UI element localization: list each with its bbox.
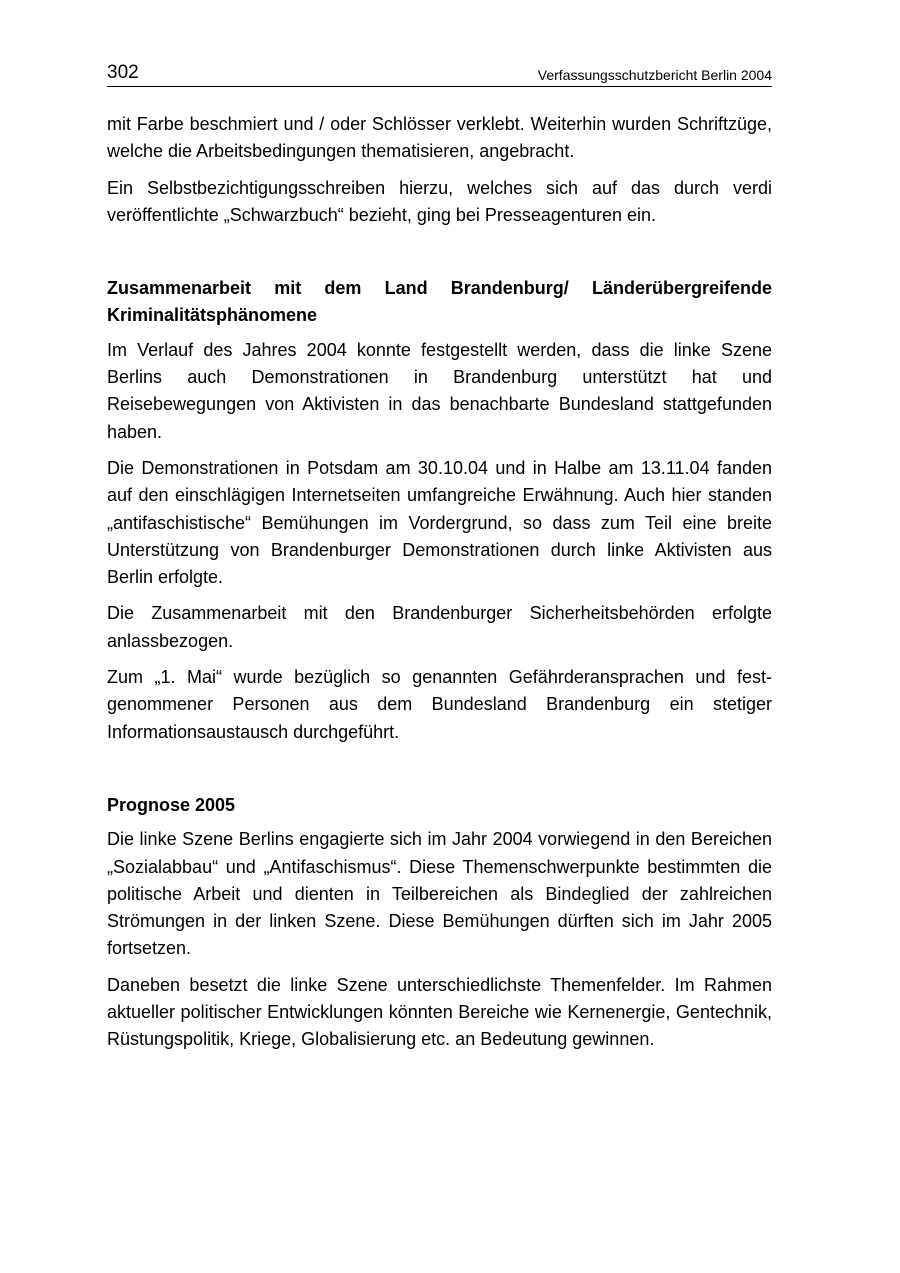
section-heading: Zusammenarbeit mit dem Land Brandenburg/ Länderübergreifende Kriminalitätsphänomene [107,278,772,326]
section-heading: Prognose 2005 [107,794,236,815]
paragraph: Daneben besetzt die linke Szene unterschiedlichste Themenfelder. Im Rahmen aktueller politischer Entwicklungen könnten Bereiche wie Kernenergie, Gentechnik, Rüstungspolitik, Kriege, Globalisierung etc. an Bedeutung gewinnen. [107,974,772,1050]
paragraph: mit Farbe beschmiert und / oder Schlösser verklebt. Weiterhin wurden Schriftzüge, welche die Arbeitsbedingungen thematisieren, angebracht. [107,114,772,162]
paragraph: Die Demonstrationen in Potsdam am 30.10.04 und in Halbe am 13.11.04 fanden auf den einschlägigen Internetseiten umfangreiche Erwähnung. Auch hier standen „antifaschistische“ Bemühungen im Vordergrund, so dass zum Teil eine breite Unterstützung von Brandenburger Demonstrationen durch linke Aktivisten aus Berlin erfolgte. [107,457,772,588]
paragraph: Ein Selbstbezichtigungsschreiben hierzu, welches sich auf das durch verdi veröffentlichte „Schwarzbuch“ bezieht, ging bei Presseagenturen ein. [107,177,772,225]
header-title: Verfassungsschutzbericht Berlin 2004 [537,67,772,83]
running-header [107,58,772,87]
document-body [107,111,772,1054]
section-prognose [107,792,772,1054]
paragraph: Die linke Szene Berlins engagierte sich im Jahr 2004 vorwiegend in den Bereichen „Sozialabbau“ und „Antifaschismus“. Diese Themenschwerpunkte bestimmten die politische Arbeit und dienten in Teilbereichen als Bindeglied der zahlreichen Strömungen in der linken Szene. Diese Bemühungen dürften sich im Jahr 2005 fortsetzen. [107,829,772,959]
paragraph: Im Verlauf des Jahres 2004 konnte festgestellt werden, dass die linke Szene Berlins auch Demonstrationen in Brandenburg unterstützt hat und Reisebewegungen von Aktivisten in das benachbarte Bundesland stattgefunden haben. [107,339,772,442]
page-number: 302 [107,62,139,83]
paragraph: Zum „1. Mai“ wurde bezüglich so genannten Gefährderansprachen und festgenommener Personen aus dem Bundesland Brandenburg ein stetiger Informationsaustausch durchgeführt. [107,667,772,742]
section-brandenburg [107,275,772,746]
document-page [107,58,772,1063]
paragraph: Die Zusammenarbeit mit den Brandenburger Sicherheitsbehörden erfolgte anlassbezogen. [107,603,772,651]
